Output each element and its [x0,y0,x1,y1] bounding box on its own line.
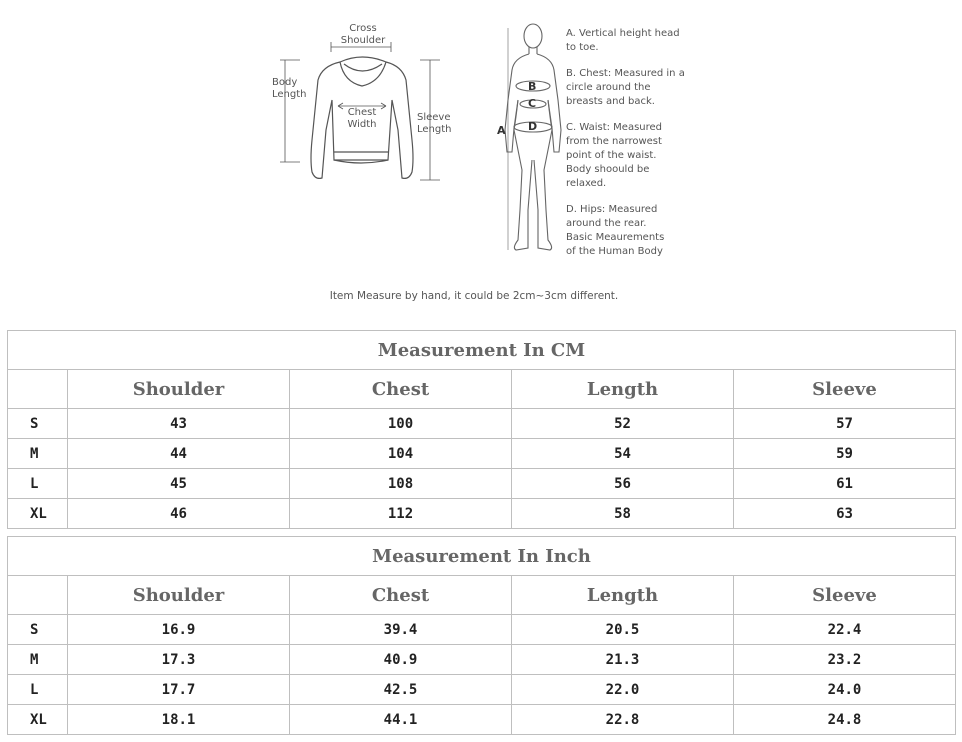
table-row [8,705,956,735]
sleeve-value: 22.4 [734,615,956,645]
length-value: 22.0 [512,675,734,705]
shoulder-value: 45 [68,469,290,499]
table-row [8,645,956,675]
header-sleeve: Sleeve [734,576,956,615]
corner-cell [8,576,68,615]
sleeve-value: 24.8 [734,705,956,735]
table-title: Measurement In Inch [8,537,956,576]
header-length: Length [512,576,734,615]
figure-label-c: C [528,97,537,110]
header-shoulder: Shoulder [68,576,290,615]
header-sleeve: Sleeve [734,370,956,409]
shoulder-value: 46 [68,499,290,529]
table-row [8,409,956,439]
chest-value: 44.1 [290,705,512,735]
shoulder-value: 44 [68,439,290,469]
table-row [8,615,956,645]
chest-value: 100 [290,409,512,439]
header-row [8,576,956,615]
measurement-notes [566,27,706,271]
header-row [8,370,956,409]
shoulder-value: 43 [68,409,290,439]
chest-value: 42.5 [290,675,512,705]
chest-value: 108 [290,469,512,499]
sleeve-value: 61 [734,469,956,499]
length-value: 21.3 [512,645,734,675]
sleeve-value: 57 [734,409,956,439]
sleeve-value: 23.2 [734,645,956,675]
chest-value: 112 [290,499,512,529]
garment-and-body-illustration [0,0,962,290]
sleeve-length-label: Sleeve Length [417,112,452,135]
shoulder-value: 16.9 [68,615,290,645]
table-title: Measurement In CM [8,331,956,370]
note-height: A. Vertical height head to toe. [566,28,680,53]
length-value: 22.8 [512,705,734,735]
table-row [8,675,956,705]
size-label: M [8,439,68,469]
size-label: XL [8,499,68,529]
size-label: L [8,675,68,705]
size-table-cm [7,330,956,529]
length-value: 20.5 [512,615,734,645]
shoulder-value: 18.1 [68,705,290,735]
header-shoulder: Shoulder [68,370,290,409]
size-label: XL [8,705,68,735]
cross-shoulder-label: Cross Shoulder [340,23,386,46]
length-value: 56 [512,469,734,499]
figure-label-d: D [528,120,538,133]
shoulder-value: 17.3 [68,645,290,675]
sleeve-value: 24.0 [734,675,956,705]
note-hips: D. Hips: Measured around the rear. Basic Meaurements of the Human Body [566,204,665,257]
header-chest: Chest [290,370,512,409]
corner-cell [8,370,68,409]
table-row [8,499,956,529]
figure-label-a: A [497,124,506,137]
table-row [8,439,956,469]
figure-label-b: B [528,80,537,93]
chest-width-label: Chest Width [347,107,377,130]
table-row [8,469,956,499]
size-label: M [8,645,68,675]
length-value: 58 [512,499,734,529]
size-table-inch [7,536,956,735]
chest-value: 39.4 [290,615,512,645]
body-length-label: Body Length [272,77,307,100]
length-value: 52 [512,409,734,439]
size-label: S [8,409,68,439]
measure-disclaimer: Item Measure by hand, it could be 2cm~3cm different. [329,290,619,302]
chest-value: 40.9 [290,645,512,675]
size-label: S [8,615,68,645]
size-label: L [8,469,68,499]
header-chest: Chest [290,576,512,615]
human-body-illustration [505,24,561,250]
chest-value: 104 [290,439,512,469]
shoulder-value: 17.7 [68,675,290,705]
sleeve-value: 59 [734,439,956,469]
note-chest: B. Chest: Measured in a circle around the breasts and back. [566,68,685,107]
note-waist: C. Waist: Measured from the narrowest point of the waist. Body shoould be relaxed. [566,122,663,189]
header-length: Length [512,370,734,409]
measurement-diagram [0,0,962,330]
sleeve-value: 63 [734,499,956,529]
length-value: 54 [512,439,734,469]
